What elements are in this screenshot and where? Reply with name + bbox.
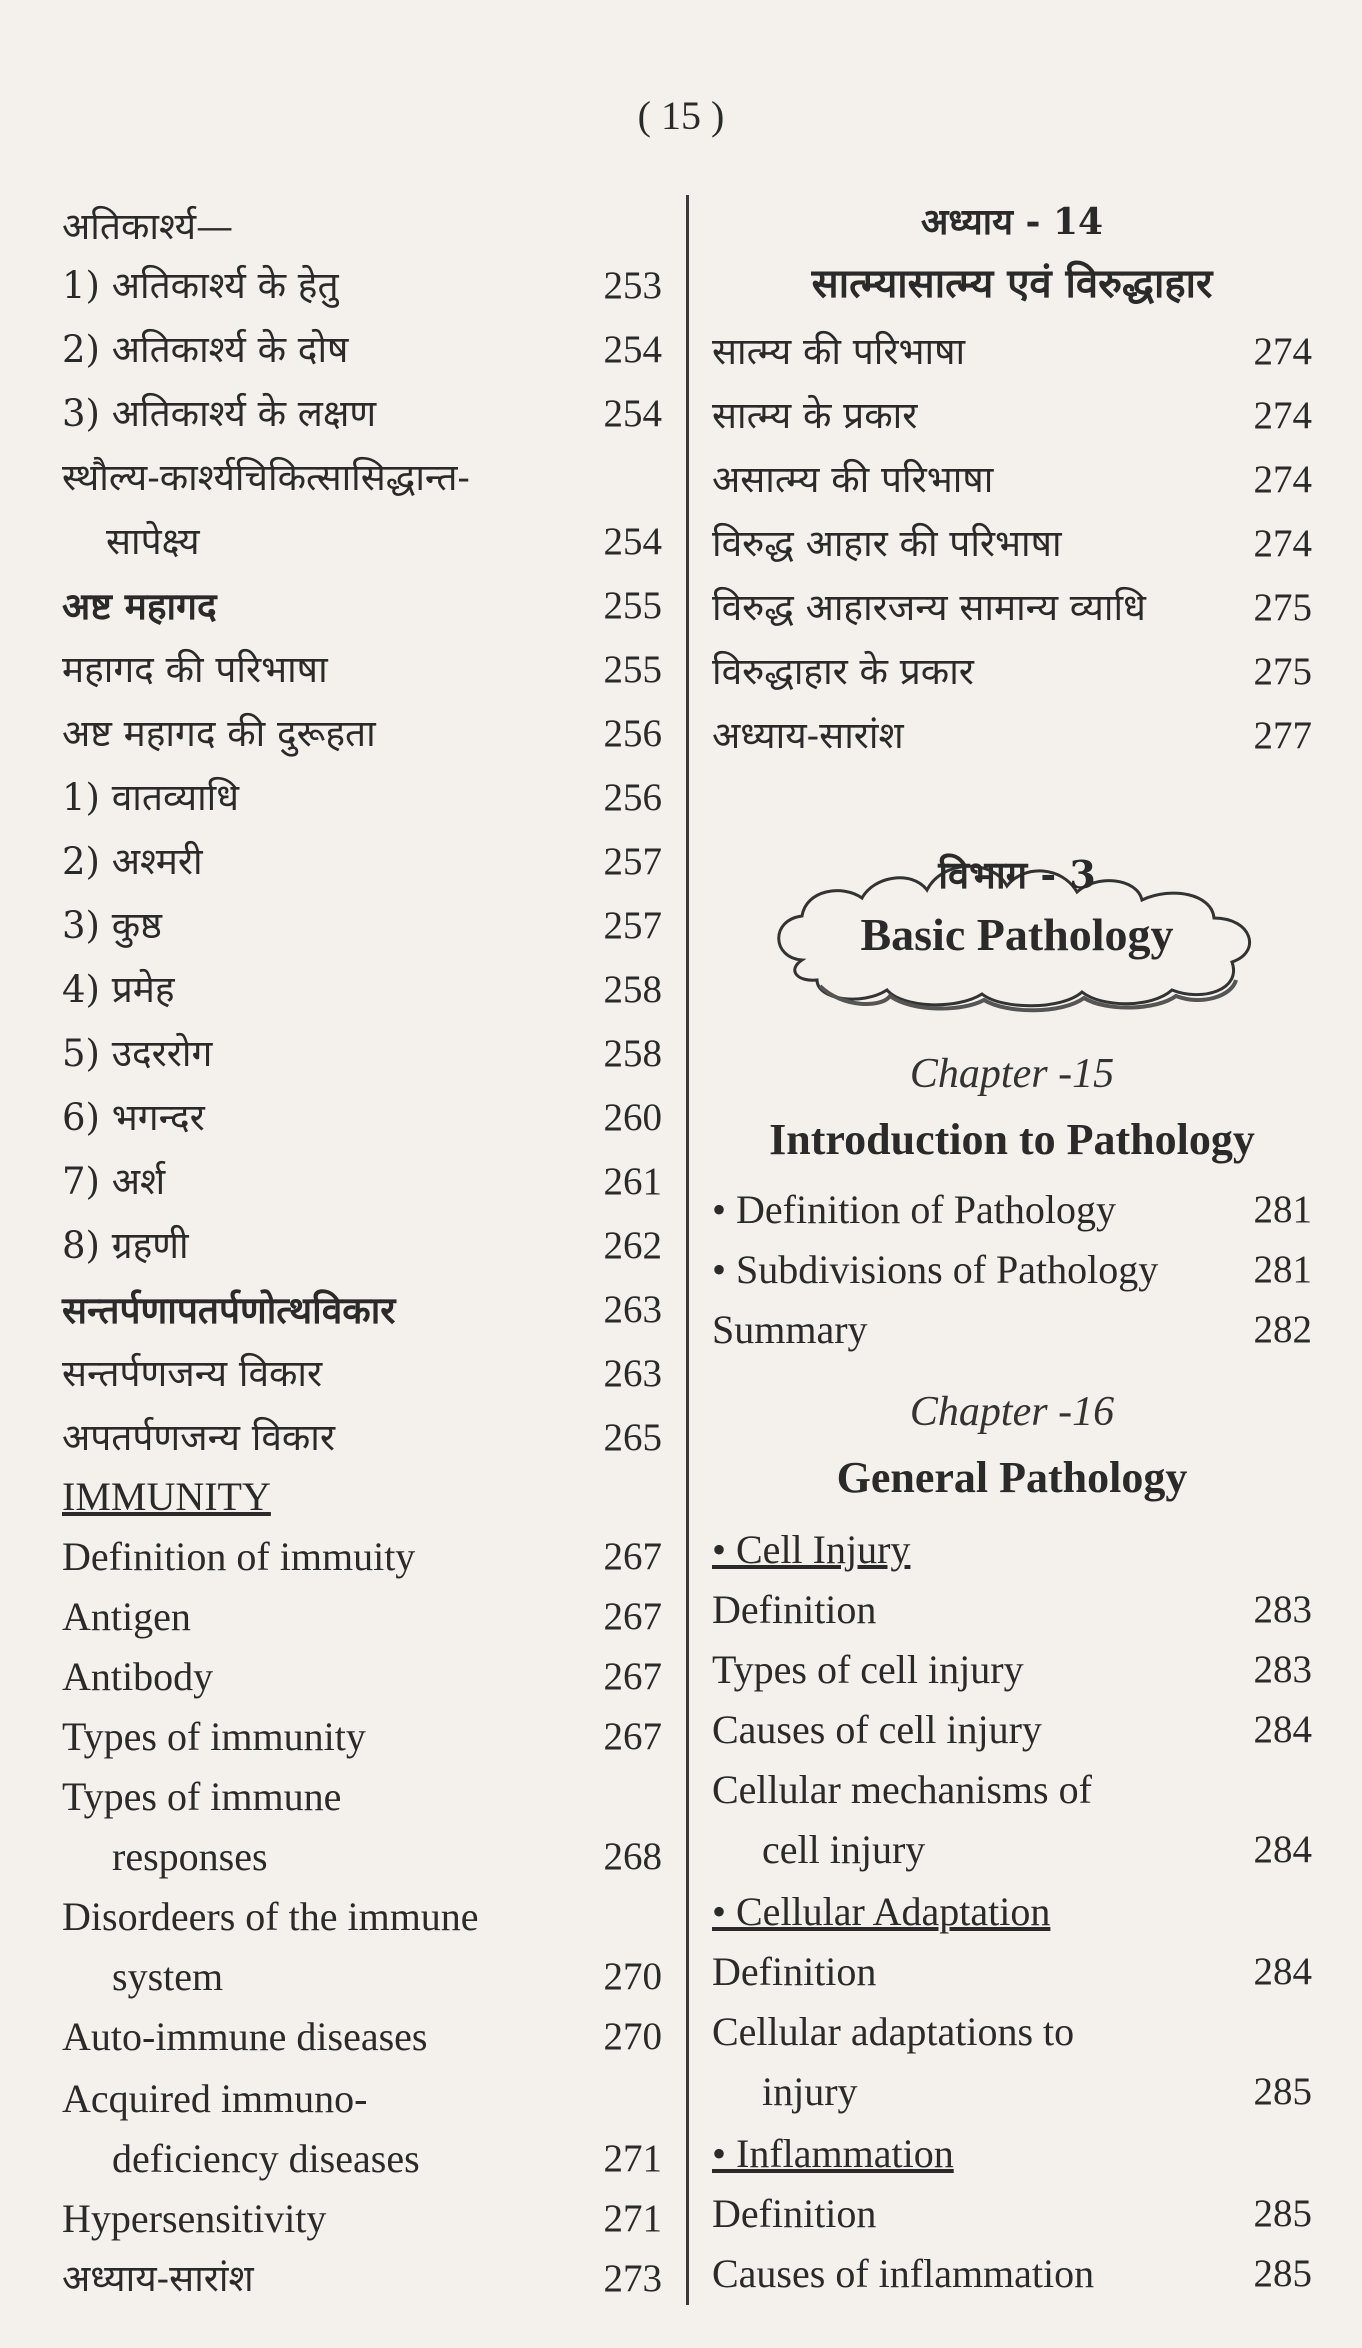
chapter-label: Chapter -15 [909, 1051, 1115, 1097]
section-cloud [762, 840, 1272, 1015]
chapter-label: अध्याय - 14 [920, 201, 1104, 243]
column-divider [686, 195, 689, 2305]
page-number: ( 15 ) [637, 93, 725, 138]
chapter-label: Chapter -16 [909, 1389, 1115, 1435]
chapter-title: सात्म्यासात्म्य एवं विरुद्धाहार [811, 260, 1213, 307]
chapter-title: Introduction to Pathology [769, 1115, 1255, 1164]
chapter-title: General Pathology [836, 1453, 1188, 1502]
section-title: Basic Pathology [860, 909, 1174, 960]
section-label: विभाग - 3 [938, 852, 1096, 897]
